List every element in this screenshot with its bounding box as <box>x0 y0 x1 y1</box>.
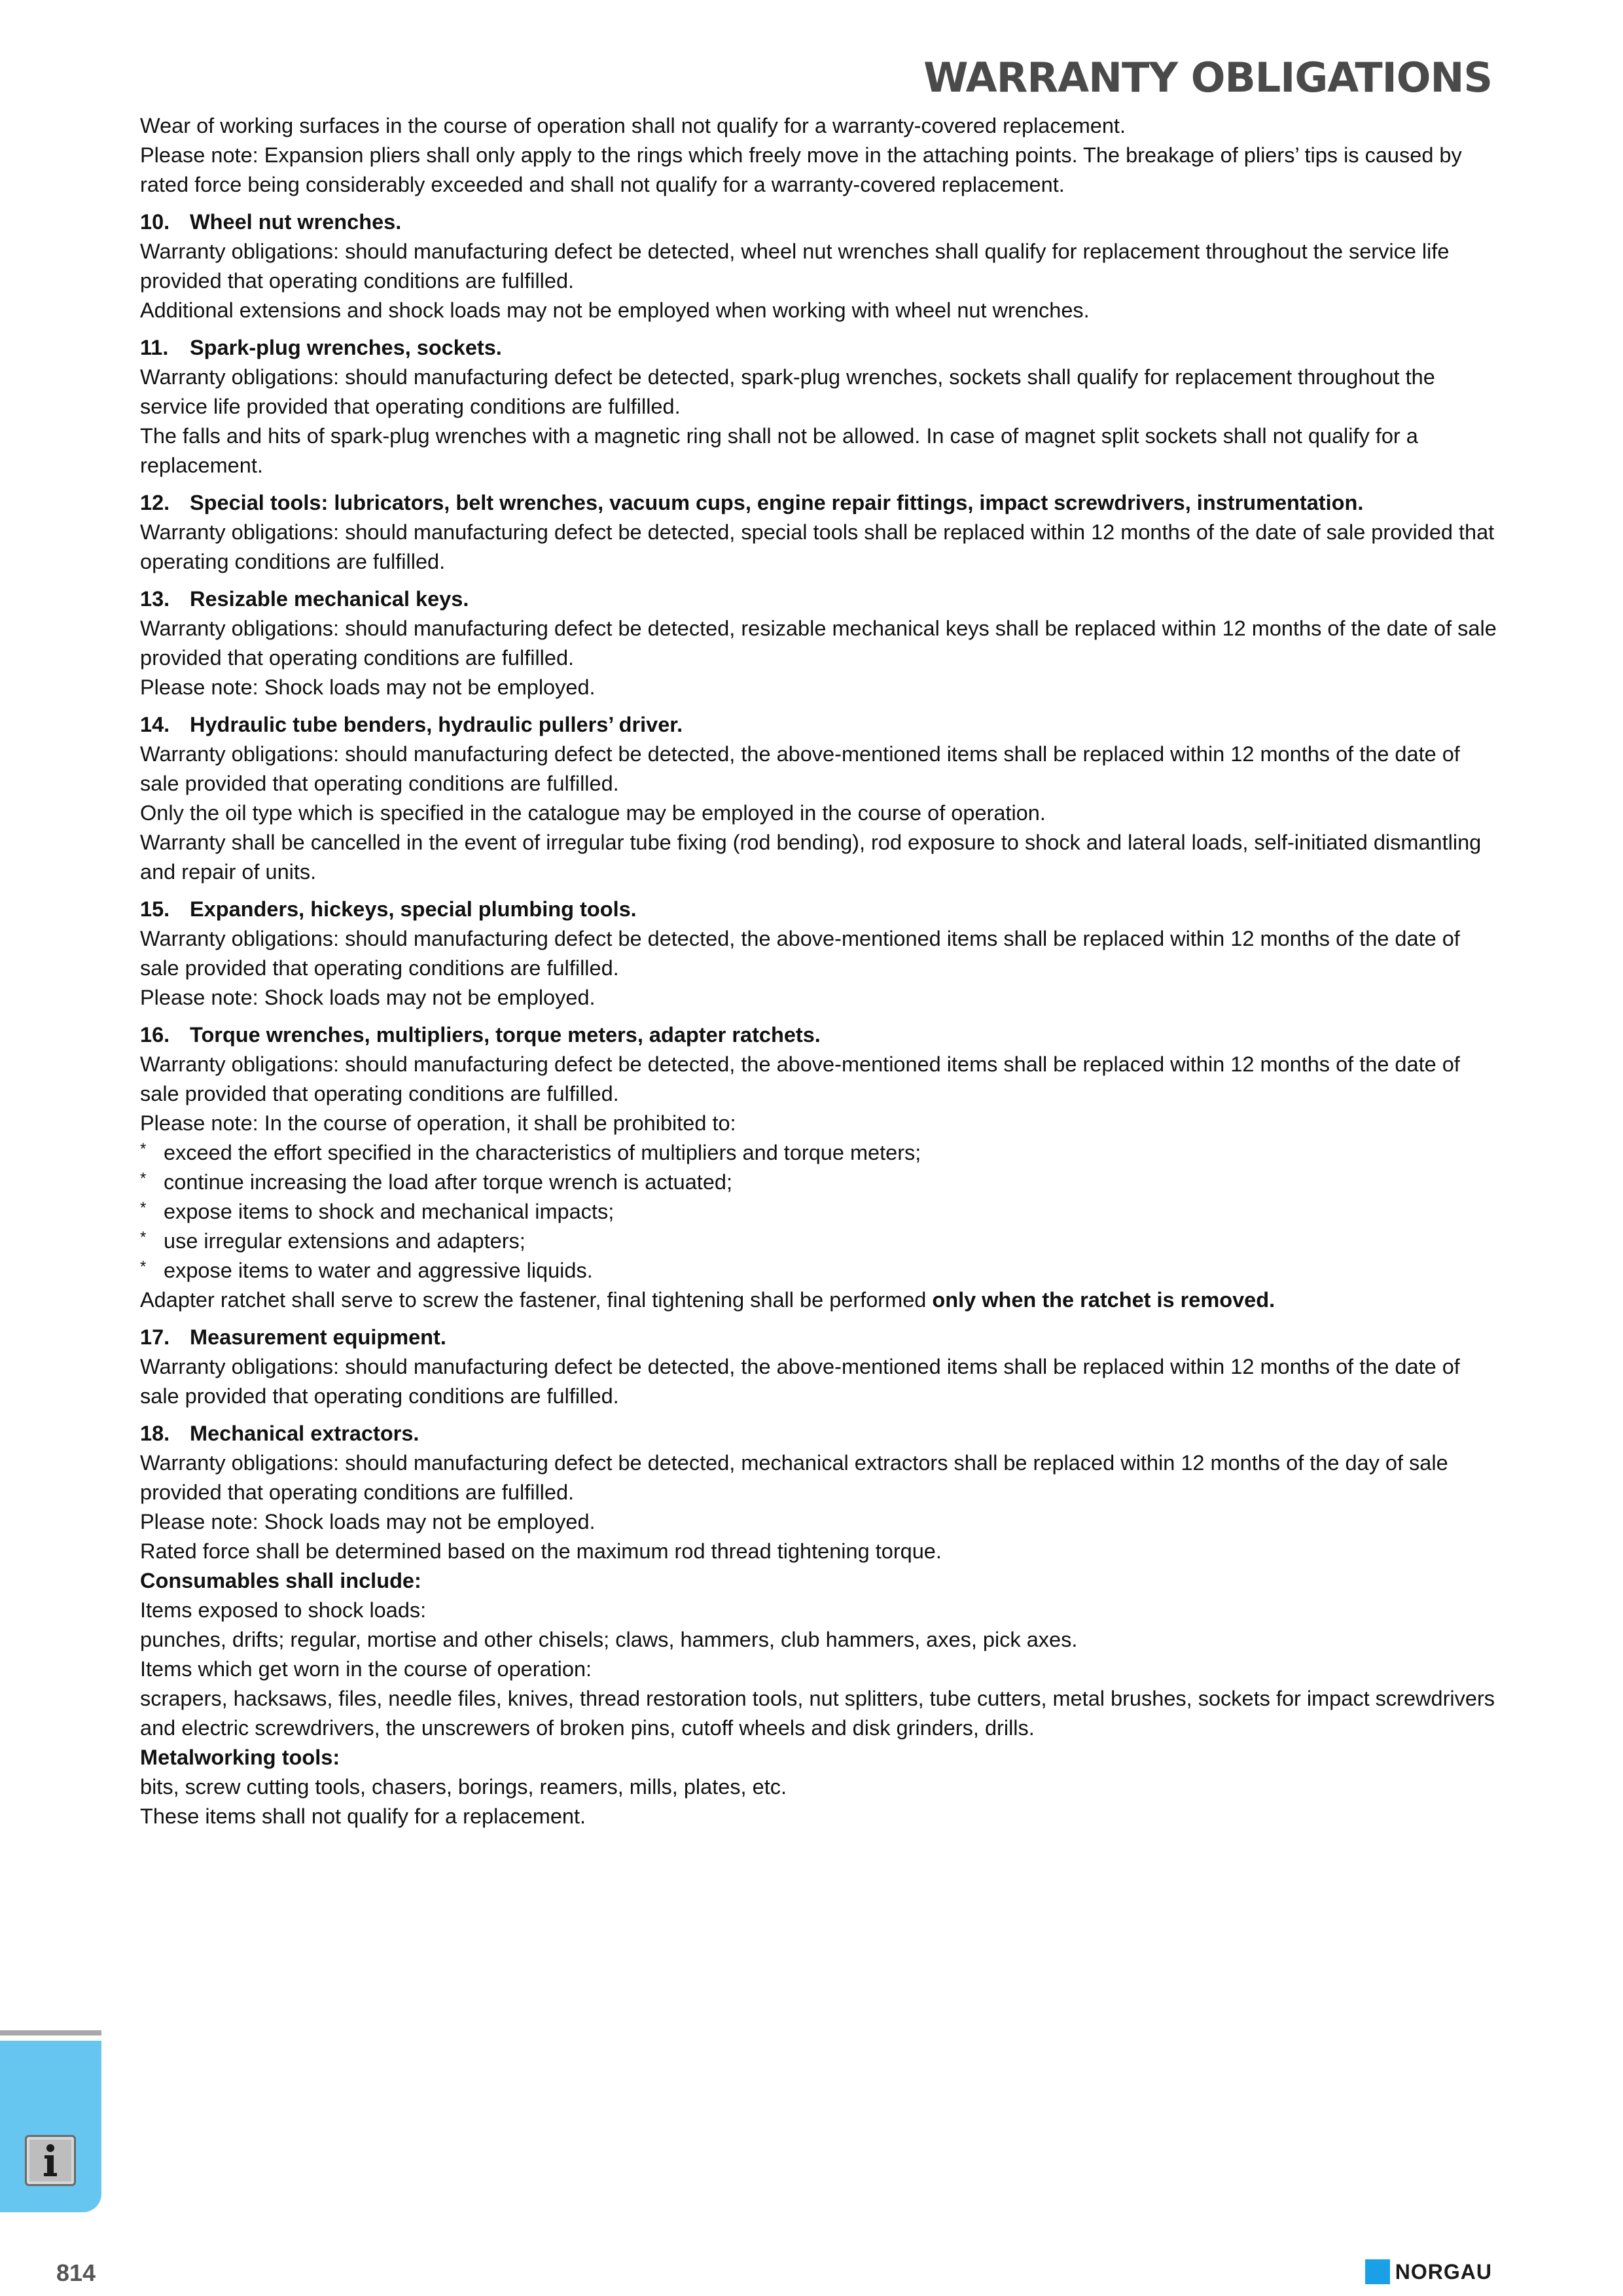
section-14 <box>140 710 1501 887</box>
section-title-text: Special tools: lubricators, belt wrenches, vacuum cups, engine repair fittings, impact screwdrivers, instrumentation. <box>190 491 1364 514</box>
brand-mark <box>1365 2259 1390 2284</box>
section-title <box>140 1419 1501 1448</box>
side-divider <box>0 2030 101 2036</box>
section-title-text: Hydraulic tube benders, hydraulic pullers’ driver. <box>190 713 683 736</box>
section-number: 10. <box>140 210 170 234</box>
section-title <box>140 207 1501 237</box>
intro-paragraph: Wear of working surfaces in the course of operation shall not qualify for a warranty-covered replacement. <box>140 114 1126 137</box>
section-18 <box>140 1419 1501 1566</box>
brand-logo <box>1365 2259 1492 2284</box>
section-11 <box>140 333 1501 480</box>
section-paragraph: Please note: Shock loads may not be employed. <box>140 1510 596 1534</box>
section-number: 16. <box>140 1023 170 1047</box>
section-title <box>140 333 1501 363</box>
list-item: * expose items to shock and mechanical impacts; <box>140 1197 1501 1227</box>
section-title <box>140 710 1501 740</box>
section-title <box>140 895 1501 924</box>
section-paragraph: Warranty obligations: should manufacturing defect be detected, the above-mentioned items shall be replaced within 12 months of the date of sale provided that operating conditions are fulfilled. <box>140 742 1460 795</box>
section-title-text: Measurement equipment. <box>190 1325 446 1349</box>
section-paragraph: Warranty obligations: should manufacturing defect be detected, wheel nut wrenches shall qualify for replacement throughout the service life provided that operating conditions are fulfilled. <box>140 240 1450 293</box>
list-item: * expose items to water and aggressive liquids. <box>140 1256 1501 1285</box>
section-number: 15. <box>140 897 170 921</box>
section-13 <box>140 584 1501 702</box>
section-title-text: Torque wrenches, multipliers, torque meters, adapter ratchets. <box>190 1023 821 1047</box>
closing-emphasis: only when the ratchet is removed. <box>932 1288 1275 1312</box>
list-item: * exceed the effort specified in the characteristics of multipliers and torque meters; <box>140 1138 1501 1168</box>
section-number: 14. <box>140 713 170 736</box>
section-paragraph: Additional extensions and shock loads may not be employed when working with wheel nut wrenches. <box>140 298 1090 322</box>
brand-name: NORGAU <box>1395 2259 1492 2284</box>
section-side-tab <box>0 2041 101 2212</box>
section-paragraph: Warranty obligations: should manufacturing defect be detected, special tools shall be replaced within 12 months of the date of sale provided that operating conditions are fulfilled. <box>140 520 1495 573</box>
section-number: 13. <box>140 587 170 611</box>
section-title <box>140 1323 1501 1352</box>
prohibition-list <box>140 1138 1501 1285</box>
metalworking-line: bits, screw cutting tools, chasers, borings, reamers, mills, plates, etc. <box>140 1775 787 1799</box>
section-paragraph: Warranty obligations: should manufacturing defect be detected, resizable mechanical keys shall be replaced within 12 months of the date of sale provided that operating conditions are fulfilled. <box>140 617 1497 670</box>
section-paragraph: Warranty obligations: should manufacturing defect be detected, the above-mentioned items shall be replaced within 12 months of the date of sale provided that operating conditions are fulfilled. <box>140 1052 1460 1105</box>
info-glyph <box>27 2137 74 2184</box>
section-paragraph: Please note: Shock loads may not be employed. <box>140 675 596 699</box>
section-16 <box>140 1020 1501 1315</box>
section-title <box>140 1020 1501 1050</box>
consumables-line: Items exposed to shock loads: <box>140 1598 427 1622</box>
warranty-content <box>140 111 1501 1831</box>
section-10 <box>140 207 1501 325</box>
section-paragraph: Warranty obligations: should manufacturing defect be detected, the above-mentioned items shall be replaced within 12 months of the date of sale provided that operating conditions are fulfilled. <box>140 927 1460 980</box>
section-number: 18. <box>140 1422 170 1445</box>
section-title <box>140 488 1501 518</box>
page-title: WARRANTY OBLIGATIONS <box>923 54 1492 101</box>
consumables-line: punches, drifts; regular, mortise and other chisels; claws, hammers, club hammers, axes, pick axes. <box>140 1628 1078 1651</box>
section-paragraph: The falls and hits of spark-plug wrenches with a magnetic ring shall not be allowed. In case of magnet split sockets shall not qualify for a replacement. <box>140 424 1418 477</box>
section-title-text: Spark-plug wrenches, sockets. <box>190 336 502 359</box>
section-number: 17. <box>140 1325 170 1349</box>
section-paragraph: Only the oil type which is specified in the catalogue may be employed in the course of operation. <box>140 801 1046 825</box>
section-12 <box>140 488 1501 577</box>
intro-paragraph: Please note: Expansion pliers shall only apply to the rings which freely move in the attaching points. The breakage of pliers’ tips is caused by rated force being considerably exceeded and shall not qualify for a warranty-covered replacement. <box>140 143 1462 196</box>
consumables-line: Items which get worn in the course of operation: <box>140 1657 592 1681</box>
metalworking-list <box>140 1772 1501 1831</box>
metalworking-heading: Metalworking tools: <box>140 1746 340 1769</box>
closing-text: Adapter ratchet shall serve to screw the fastener, final tightening shall be performed <box>140 1288 933 1312</box>
section-15 <box>140 895 1501 1013</box>
list-item: * continue increasing the load after torque wrench is actuated; <box>140 1168 1501 1197</box>
info-icon <box>25 2135 76 2186</box>
consumables-heading: Consumables shall include: <box>140 1569 421 1592</box>
section-title-text: Expanders, hickeys, special plumbing tools. <box>190 897 637 921</box>
section-paragraph: Warranty shall be cancelled in the event of irregular tube fixing (rod bending), rod exposure to shock and lateral loads, self-initiated dismantling and repair of units. <box>140 831 1482 884</box>
section-title-text: Wheel nut wrenches. <box>190 210 402 234</box>
section-paragraph: Rated force shall be determined based on the maximum rod thread tightening torque. <box>140 1539 942 1563</box>
consumables-line: scrapers, hacksaws, files, needle files, knives, thread restoration tools, nut splitters, tube cutters, metal brushes, sockets for impact screwdrivers and electric screwdrivers, the unscrewers of broken pins, cutoff wheels and disk grinders, drills. <box>140 1687 1495 1740</box>
section-paragraph: Warranty obligations: should manufacturing defect be detected, spark-plug wrenches, sockets shall qualify for replacement throughout the service life provided that operating conditions are fulfilled. <box>140 365 1435 418</box>
section-title-text: Resizable mechanical keys. <box>190 587 469 611</box>
section-paragraph: Please note: Shock loads may not be employed. <box>140 986 596 1009</box>
list-item: * use irregular extensions and adapters; <box>140 1227 1501 1256</box>
section-closing <box>140 1285 1501 1315</box>
section-title-text: Mechanical extractors. <box>190 1422 419 1445</box>
section-paragraph: Warranty obligations: should manufacturing defect be detected, mechanical extractors shall be replaced within 12 months of the day of sale provided that operating conditions are fulfilled. <box>140 1451 1448 1504</box>
section-17 <box>140 1323 1501 1411</box>
section-title <box>140 584 1501 614</box>
section-paragraph: Please note: In the course of operation, it shall be prohibited to: <box>140 1111 736 1135</box>
metalworking-line: These items shall not qualify for a replacement. <box>140 1804 586 1828</box>
consumables-list <box>140 1596 1501 1743</box>
page-number: 814 <box>56 2259 96 2286</box>
section-paragraph: Warranty obligations: should manufacturing defect be detected, the above-mentioned items shall be replaced within 12 months of the date of sale provided that operating conditions are fulfilled. <box>140 1355 1460 1408</box>
section-number: 12. <box>140 491 170 514</box>
section-number: 11. <box>140 336 169 359</box>
